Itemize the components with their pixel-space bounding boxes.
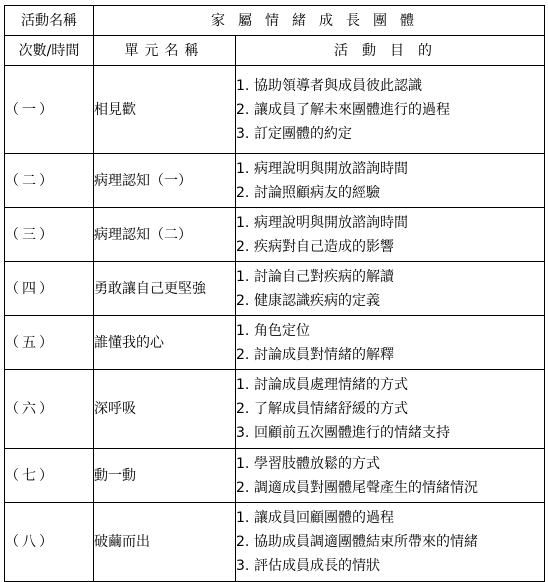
goal-number: 1. [236, 160, 250, 177]
goal-item [236, 265, 544, 289]
goal-item [236, 319, 544, 343]
goal-number: 2. [236, 534, 250, 550]
corner-label: 活動名稱 [5, 6, 94, 36]
unit-name: 相見歡 [94, 66, 236, 154]
goals-cell [236, 370, 545, 449]
goal-text: 病理說明與開放諮詢時間 [254, 160, 408, 177]
goal-item [236, 122, 544, 146]
unit-name: 勇敢讓自己更堅強 [94, 262, 236, 316]
goal-text: 學習肢體放鬆的方式 [254, 455, 380, 472]
goal-number: 3. [236, 125, 250, 142]
session-number: （二） [5, 154, 94, 208]
goal-text: 了解成員情緒舒緩的方式 [254, 401, 408, 417]
goal-item [236, 289, 544, 313]
goal-text: 討論成員處理情緒的方式 [254, 377, 408, 393]
session-row [5, 154, 545, 208]
session-row [5, 208, 545, 262]
goal-text: 疾病對自己造成的影響 [254, 238, 394, 255]
column-header-session: 次數/時間 [5, 36, 94, 66]
goal-item [236, 397, 544, 421]
unit-name: 病理認知（二） [94, 208, 236, 262]
unit-name: 病理認知（一） [94, 154, 236, 208]
goal-number: 3. [236, 425, 250, 441]
column-header-unit: 單元名稱 [94, 36, 236, 66]
session-row [5, 503, 545, 582]
goals-cell [236, 154, 545, 208]
session-row [5, 262, 545, 316]
session-rows [5, 66, 545, 582]
session-number: （八） [5, 503, 94, 582]
goal-text: 評估成員成長的情狀 [254, 558, 380, 574]
goal-text: 回顧前五次團體進行的情緒支持 [254, 425, 450, 441]
goal-number: 2. [236, 292, 250, 309]
goal-item [236, 211, 544, 235]
unit-name: 動一動 [94, 449, 236, 503]
session-number: （四） [5, 262, 94, 316]
group-title: 家屬情緒成長團體 [94, 6, 545, 36]
session-number: （七） [5, 449, 94, 503]
header-row-columns [5, 36, 545, 66]
goal-text: 病理說明與開放諮詢時間 [254, 214, 408, 231]
goals-cell [236, 316, 545, 370]
column-header-goals: 活動目的 [236, 36, 545, 66]
goal-item [236, 181, 544, 205]
goal-text: 讓成員回顧團體的過程 [254, 510, 394, 526]
goal-item [236, 235, 544, 259]
goal-number: 2. [236, 479, 250, 496]
header-row-title [5, 6, 545, 36]
goal-text: 協助成員調適團體結束所帶來的情緒 [254, 534, 478, 550]
goal-text: 角色定位 [254, 322, 310, 339]
goal-text: 訂定團體的約定 [254, 125, 352, 142]
goal-number: 1. [236, 455, 250, 472]
unit-name: 深呼吸 [94, 370, 236, 449]
goal-item [236, 452, 544, 476]
goal-item [236, 343, 544, 367]
goal-number: 2. [236, 401, 250, 417]
goal-number: 1. [236, 377, 250, 393]
goal-number: 2. [236, 184, 250, 201]
session-row [5, 449, 545, 503]
goal-item [236, 530, 544, 554]
session-number: （一） [5, 66, 94, 154]
goals-cell [236, 262, 545, 316]
goal-text: 討論成員對情緒的解釋 [254, 346, 394, 363]
goals-cell [236, 66, 545, 154]
goal-number: 2. [236, 346, 250, 363]
goal-item [236, 157, 544, 181]
goal-item [236, 506, 544, 530]
goal-item [236, 554, 544, 578]
session-row [5, 66, 545, 154]
goal-text: 協助領導者與成員彼此認識 [254, 77, 422, 94]
goal-number: 1. [236, 322, 250, 339]
goal-number: 2. [236, 238, 250, 255]
goal-text: 讓成員了解未來團體進行的過程 [254, 101, 450, 118]
goal-text: 健康認識疾病的定義 [254, 292, 380, 309]
goals-cell [236, 208, 545, 262]
goal-text: 討論照顧病友的經驗 [254, 184, 380, 201]
activity-plan-table [4, 5, 545, 582]
unit-name: 誰懂我的心 [94, 316, 236, 370]
session-number: （三） [5, 208, 94, 262]
goal-item [236, 74, 544, 98]
goal-number: 1. [236, 77, 250, 94]
goal-text: 討論自己對疾病的解讀 [254, 268, 394, 285]
goal-number: 2. [236, 101, 250, 118]
goal-text: 調適成員對團體尾聲產生的情緒情況 [254, 479, 478, 496]
session-number: （六） [5, 370, 94, 449]
goal-item [236, 98, 544, 122]
goal-number: 1. [236, 268, 250, 285]
goals-cell [236, 503, 545, 582]
session-number: （五） [5, 316, 94, 370]
goal-number: 1. [236, 214, 250, 231]
goals-cell [236, 449, 545, 503]
goal-item [236, 373, 544, 397]
goal-item [236, 421, 544, 445]
session-row [5, 316, 545, 370]
goal-number: 3. [236, 558, 250, 574]
unit-name: 破繭而出 [94, 503, 236, 582]
goal-item [236, 476, 544, 500]
goal-number: 1. [236, 510, 250, 526]
session-row [5, 370, 545, 449]
